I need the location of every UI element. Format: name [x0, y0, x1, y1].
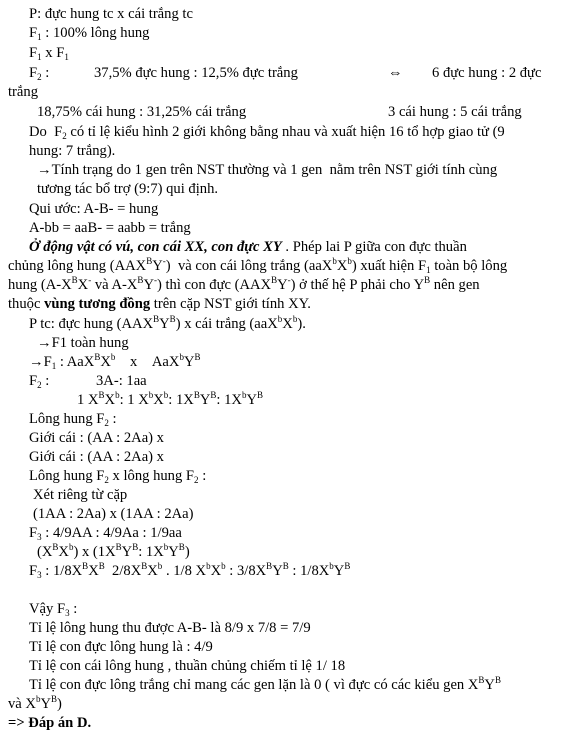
line-f1-cross: $F_1$ x $F_1$ — [29, 45, 69, 62]
line-mammal-1: Ở động vật có vú, con cái XX, con đực XY . Phép lai P giữa con đực thuần — [29, 239, 467, 255]
line-conclusion-1: →Tính trạng do 1 gen trên NST thường và 1 gen nằm trên NST giới tính cùng — [37, 162, 498, 178]
line-xet-rieng: Xét riêng từ cặp — [33, 487, 128, 503]
line-convention-2: A-bb = aaB- = aabb = trắng — [29, 220, 191, 236]
line-f2-female-simplified: 3 cái hung : 5 cái trắng — [388, 104, 522, 120]
line-mammal-3: hung ($A-X^BX^-$ và $A-X^BY^-$) thì con đực $(AAX^BY^-)$ ở thế hệ P phải cho $Y^B$ nên gen — [8, 275, 480, 293]
line-vay-f3: Vậy $F_3$ : — [29, 601, 78, 618]
line-ratio-male-white: Tỉ lệ con đực lông trắng chỉ mang các gen lặn là 0 ( vì đực có các kiểu gen $X^BY^B$ — [29, 675, 501, 693]
line-f2-cross: Lông hung $F_2$ x lông hung $F_2$ : — [29, 468, 207, 485]
line-f2-x-ratio: 1 $X^BX^b$: 1 $X^bX^b$: $1X^BY^B$: $1X^bY^B$ — [77, 390, 264, 408]
line-convention-1: Qui ước: A-B- = hung — [29, 201, 159, 217]
line-f2-male: $F_2$ : — [29, 65, 50, 82]
line-p-cross: P: đực hung tc x cái trắng tc — [29, 6, 193, 22]
line-mammal-4: thuộc vùng tương đồng trên cặp NST giới tính XY. — [8, 296, 311, 312]
line-ratio-male-hung: Tỉ lệ con đực lông hung là : 4/9 — [29, 639, 213, 655]
line-f3-aa: $F_3$ : 4/9AA : 4/9Aa : 1/9aa — [29, 525, 182, 542]
line-f2-a-ratio: $F_2$ : — [29, 373, 50, 390]
line-x-cross: $(X^BX^b)$ x ($1X^BY^B$: $1X^bY^B$) — [37, 542, 190, 560]
line-reasoning-1: Do $F_2$ có tỉ lệ kiểu hình 2 giới không bằng nhau và xuất hiện 16 tổ hợp giao tử (9 — [29, 124, 505, 141]
line-mammal-2: chủng lông hung $(AAX^BY^-)$ và con cái lông trắng $(aaX^bX^b)$ xuất hiện $F_1$ toàn bộ lông — [8, 256, 508, 275]
line-f1-genotype: $\to F_1$ : $AaX^BX^b$ x $AaX^bY^B$ — [29, 352, 201, 371]
line-reasoning-2: hung: 7 trắng). — [29, 143, 116, 159]
line-f1-all-hung: →F1 toàn hung — [37, 335, 129, 351]
line-ratio-male-white-wrap: và $X^bY^B$) — [8, 694, 62, 712]
line-gioi-cai-2: Giới cái : (AA : 2Aa) x — [29, 449, 164, 465]
line-ratio-female-pure: Tỉ lệ con cái lông hung , thuần chủng chiếm tỉ lệ 1/ 18 — [29, 658, 346, 674]
line-aa-cross: (1AA : 2Aa) x (1AA : 2Aa) — [33, 506, 194, 522]
line-f3-x: $F_3$ : $1/8X^BX^B$ $2/8X^BX^b$ . 1/8 $X^bX^b$ : $3/8X^BY^B$ : $1/8X^bY^B$ — [29, 561, 351, 580]
answer-line: => Đáp án D. — [8, 715, 92, 731]
line-long-hung-f2: Lông hung $F_2$ : — [29, 411, 117, 428]
line-f2-male-wrap: trắng — [8, 84, 38, 100]
line-f2-male-simplified: 6 đực hung : 2 đực — [432, 65, 542, 81]
line-p-tc: P tc: đực hung $(AAX^BY^B)$ x cái trắng $(aaX^bX^b)$. — [29, 314, 306, 332]
line-f2-a-ratio-value: 3A-: 1aa — [96, 373, 147, 389]
line-ratio-hung: Tỉ lệ lông hung thu được A-B- là 8/9 x 7/8 = 7/9 — [29, 620, 311, 636]
equivalence-icon: ⇔ — [388, 65, 403, 81]
line-gioi-cai-1: Giới cái : (AA : 2Aa) x — [29, 430, 164, 446]
line-f2-female: 18,75% cái hung : 31,25% cái trắng — [37, 104, 247, 120]
line-f1-result: $F_1$ : 100% lông hung — [29, 25, 150, 42]
line-conclusion-2: tương tác bổ trợ (9:7) qui định. — [37, 181, 219, 197]
line-f2-male-ratio: 37,5% đực hung : 12,5% đực trắng — [94, 65, 298, 81]
